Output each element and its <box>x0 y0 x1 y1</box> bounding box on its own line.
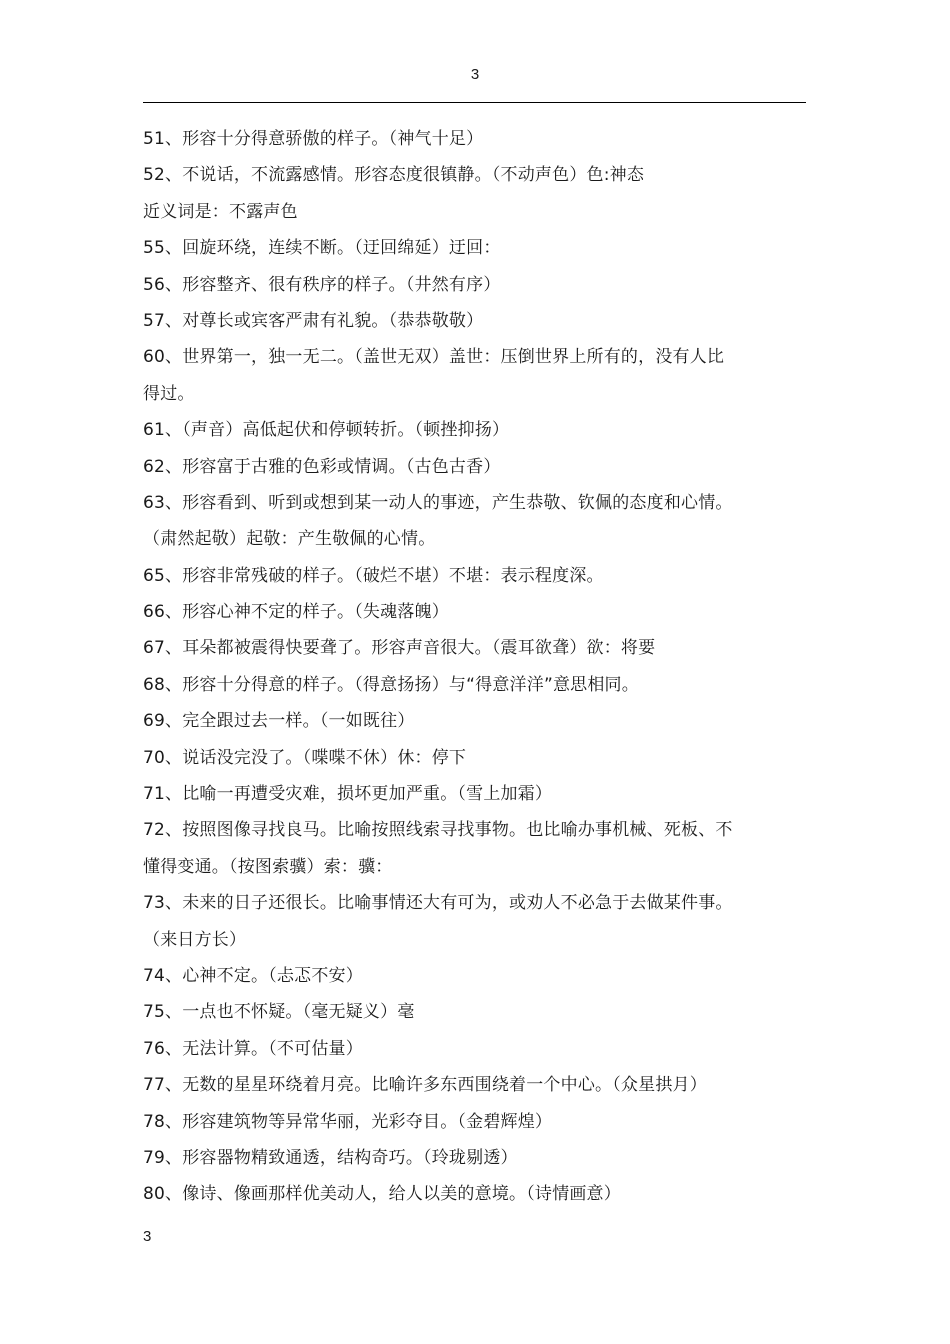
text-line: 74、心神不定。（忐忑不安） <box>143 965 363 986</box>
text-line: 66、形容心神不定的样子。（失魂落魄） <box>143 602 449 623</box>
text-line: 懂得变通。（按图索骥）索：骥： <box>143 856 393 877</box>
document-body <box>143 121 813 1213</box>
text-line: 56、形容整齐、很有秩序的样子。（井然有序） <box>143 274 501 295</box>
header-page-number: 3 <box>470 66 480 83</box>
text-line: 77、无数的星星环绕着月亮。比喻许多东西围绕着一个中心。（众星拱月） <box>143 1075 707 1096</box>
text-line: （肃然起敬）起敬：产生敬佩的心情。 <box>143 529 436 550</box>
text-line: 73、未来的日子还很长。比喻事情还大有可为，或劝人不必急于去做某件事。 <box>143 893 733 914</box>
text-line: 63、形容看到、听到或想到某一动人的事迹，产生恭敬、钦佩的态度和心情。 <box>143 492 733 513</box>
header-divider <box>143 102 806 103</box>
text-line: 76、无法计算。（不可估量） <box>143 1038 363 1059</box>
text-line: 80、像诗、像画那样优美动人，给人以美的意境。（诗情画意） <box>143 1184 621 1205</box>
text-line: 52、不说话，不流露感情。形容态度很镇静。（不动声色）色:神态 <box>143 165 645 186</box>
text-line: 65、形容非常残破的样子。（破烂不堪）不堪：表示程度深。 <box>143 565 604 586</box>
text-line: 75、一点也不怀疑。（毫无疑义）毫 <box>143 1002 415 1023</box>
text-line: 69、完全跟过去一样。（一如既往） <box>143 711 415 732</box>
text-line: 57、对尊长或宾客严肃有礼貌。（恭恭敬敬） <box>143 310 484 331</box>
text-line: 62、形容富于古雅的色彩或情调。（古色古香） <box>143 456 501 477</box>
text-line: 72、按照图像寻找良马。比喻按照线索寻找事物。也比喻办事机械、死板、不 <box>143 820 733 841</box>
text-line: 60、世界第一，独一无二。（盖世无双）盖世：压倒世界上所有的，没有人比 <box>143 347 725 368</box>
text-line: 68、形容十分得意的样子。（得意扬扬）与“得意洋洋”意思相同。 <box>143 674 639 695</box>
text-line: 71、比喻一再遭受灾难，损坏更加严重。（雪上加霜） <box>143 784 553 805</box>
text-line: 61、（声音）高低起伏和停顿转折。（顿挫抑扬） <box>143 420 510 441</box>
footer-page-number: 3 <box>143 1228 152 1245</box>
text-line: 70、说话没完没了。（喋喋不休）休：停下 <box>143 747 467 768</box>
text-line: 78、形容建筑物等异常华丽，光彩夺目。（金碧辉煌） <box>143 1111 553 1132</box>
text-line: 得过。 <box>143 383 195 404</box>
text-line: 67、耳朵都被震得快要聋了。形容声音很大。（震耳欲聋）欲：将要 <box>143 638 656 659</box>
text-line: （来日方长） <box>143 929 247 950</box>
text-line: 79、形容器物精致通透，结构奇巧。（玲珑剔透） <box>143 1147 518 1168</box>
text-line: 近义词是：不露声色 <box>143 201 298 222</box>
text-line: 51、形容十分得意骄傲的样子。（神气十足） <box>143 129 484 149</box>
text-line: 55、回旋环绕，连续不断。（迂回绵延）迂回： <box>143 238 501 259</box>
